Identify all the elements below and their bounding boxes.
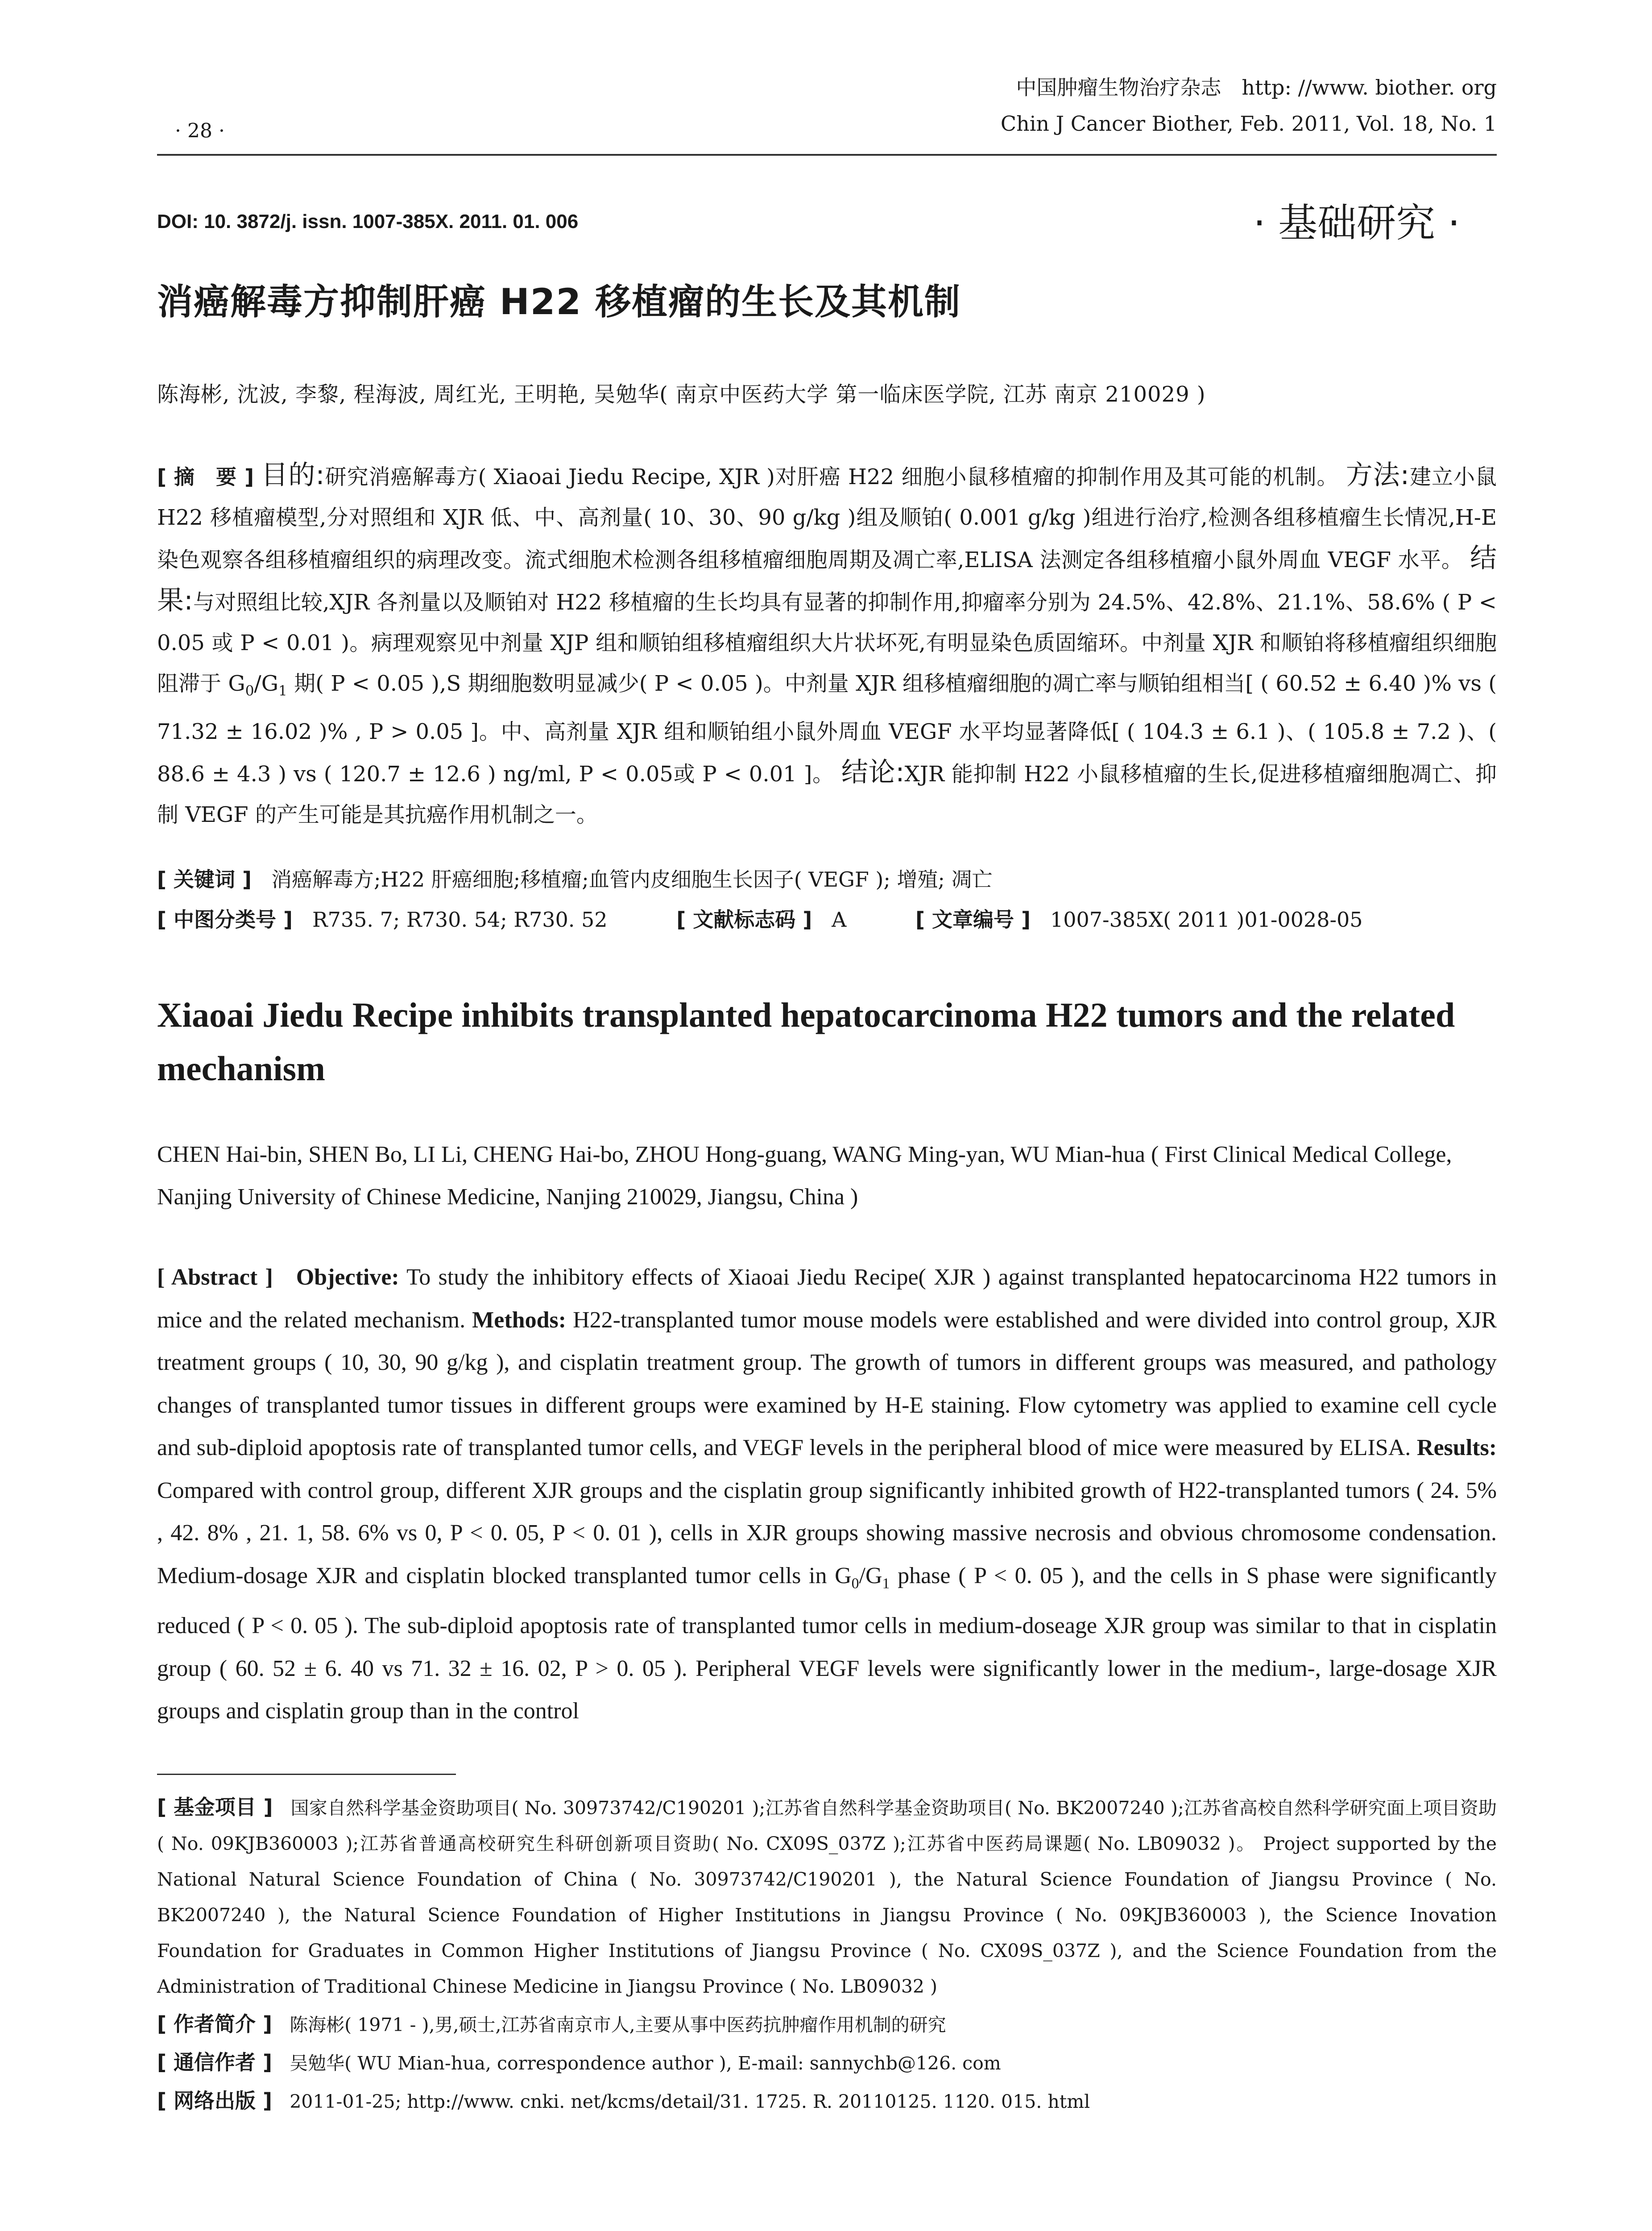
title-cn: 消癌解毒方抑制肝癌 H22 移植瘤的生长及其机制 <box>157 281 961 323</box>
doi: DOI: 10. 3872/j. issn. 1007-385X. 2011. 01. 006 <box>157 211 579 232</box>
clc-label: [ 中图分类号 ] <box>157 908 293 932</box>
results-cn-a: 与对照组比较,XJR 各剂量以及顺铂对 H22 移植瘤的生长均具有显著的抑制作用,抑瘤率分别为 24.5%、42.8%、21.1%、58.6% ( P < 0.05 或 P < 0.01 )。病理观察见中剂量 XJP 组和顺铂组移植瘤组织大片状坏死,有明显染色质固缩环。中剂量 XJR 和顺铂将移植瘤组织细胞阻滞于 G <box>157 590 1497 696</box>
methods-key-en: Methods: <box>472 1307 567 1333</box>
results-cn-b: 期( P < 0.05 ),S 期细胞数明显减少( P < 0.05 )。中剂量 XJR 组移植瘤细胞的凋亡率与顺铂组相当[ ( 60.52 ± 6.40 )% vs ( 71.32 ± 16.02 )% , P > 0.05 ]。中、高剂量 XJR 组和顺铂组小鼠外周血 VEGF 水平均显著降低[ ( 104.3 ± 6.1 )、( 105.8 ± 7.2 )、( 88.6 ± 4.3 ) vs ( 120.7 ± 12.6 ) ng/ml, P < 0.05或 P < 0.01 ]。 <box>157 671 1497 787</box>
methods-cn: 建立小鼠 H22 移植瘤模型,分对照组和 XJR 低、中、高剂量( 10、30、90 g/kg )组及顺铂( 0.001 g/kg )组进行治疗,检测各组移植瘤生长情况,H-E 染色观察各组移植瘤组织的病理改变。流式细胞术检测各组移植瘤细胞周期及凋亡率,ELISA 法测定各组移植瘤小鼠外周血 VEGF 水平。 <box>157 464 1497 572</box>
article-number-item <box>915 904 1363 933</box>
clc-value: R735. 7; R730. 54; R730. 52 <box>312 908 608 932</box>
results-en-a: Compared with control group, different XJR groups and the cisplatin group significantly inhibited growth of H22-transplanted tumors ( 24. 5% , 42. 8% , 21. 1, 58. 6% vs 0, P < 0. 05, P < 0. 01 ), cells in XJR groups showing massive necrosis and obvious chromosome condensation. Medium-dosage XJR and cisplatin blocked transplanted tumor cells in G <box>157 1477 1497 1588</box>
fund-label: [ 基金项目 ] <box>157 1795 273 1819</box>
methods-en: H22-transplanted tumor mouse models were established and were divided into control group, XJR treatment groups ( 10, 30, 90 g/kg ), and cisplatin treatment group. The growth of tumors in different groups was measured, and pathology changes of transplanted tumor tissues in different groups were examined by H-E staining. Flow cytometry was applied to examine cell cycle and sub-diploid apoptosis rate of transplanted tumor cells, and VEGF levels in the peripheral blood of mice were measured by ELISA. <box>157 1307 1497 1460</box>
footnote-rule <box>157 1774 456 1775</box>
journal-name-cn: 中国肿瘤生物治疗杂志 http: //www. biother. org <box>1016 75 1497 100</box>
article-number-label: [ 文章编号 ] <box>915 908 1031 932</box>
abstract-cn-label: [ 摘 要 ] <box>157 465 254 489</box>
fund-note <box>157 1789 1497 2004</box>
corresponding-label: [ 通信作者 ] <box>157 2050 273 2074</box>
objective-cn: 研究消癌解毒方( Xiaoai Jiedu Recipe, XJR )对肝癌 H22 细胞小鼠移植瘤的抑制作用及其可能的机制。 <box>324 464 1339 489</box>
corresponding-note <box>157 2044 1497 2081</box>
doc-code-value: A <box>832 908 847 932</box>
fund-cn: 国家自然科学基金资助项目( No. 30973742/C190201 );江苏省自然科学基金资助项目( No. BK2007240 );江苏省高校自然科学研究面上项目资助( No. 09KJB360003 );江苏省普通高校研究生科研创新项目资助( No. CX09S_037Z );江苏省中医药局课题( No. LB09032 )。 <box>157 1797 1497 1854</box>
results-key-cn: 结果: <box>157 543 1497 616</box>
abstract-cn <box>157 455 1497 835</box>
g1-subscript: 1 <box>278 683 287 699</box>
corresponding-author: 吴勉华( WU Mian-hua, correspondence author ), E-mail: sannychb@126. com <box>290 2053 1001 2074</box>
header-rule <box>157 154 1497 156</box>
keywords-label: [ 关键词 ] <box>157 867 252 892</box>
section-tag: · 基础研究 · <box>1253 200 1460 246</box>
keywords-cn <box>157 863 993 893</box>
author-bio: 陈海彬( 1971 - ),男,硕士,江苏省南京市人,主要从事中医药抗肿瘤作用机制的研究 <box>290 2014 946 2036</box>
abstract-en <box>157 1256 1497 1733</box>
g-slash-en: /G <box>859 1563 882 1588</box>
footnotes <box>157 1789 1497 2119</box>
doc-code-item <box>676 904 846 933</box>
conclusion-key-cn: 结论: <box>841 756 905 788</box>
authors-en: CHEN Hai-bin, SHEN Bo, LI Li, CHENG Hai-bo, ZHOU Hong-guang, WANG Ming-yan, WU Mian-hua ( First Clinical Medical College, Nanjing University of Chinese Medicine, Nanjing 210029, Jiangsu, China ) <box>157 1142 1452 1210</box>
journal-citation-en: Chin J Cancer Biother, Feb. 2011, Vol. 18, No. 1 <box>1000 112 1497 136</box>
authors-cn: 陈海彬, 沈波, 李黎, 程海波, 周红光, 王明艳, 吴勉华( 南京中医药大学 第一临床医学院, 江苏 南京 210029 ) <box>157 382 1206 407</box>
classification-line <box>157 904 1425 933</box>
g0-subscript: 0 <box>245 683 254 699</box>
results-en-b: phase ( P < 0. 05 ), and the cells in S phase were significantly reduced ( P < 0. 05 ). The sub-diploid apoptosis rate of transplanted tumor cells in medium-doseage XJR group was similar to that in cisplatin group ( 60. 52 ± 6. 40 vs 71. 32 ± 16. 02, P > 0. 05 ). Peripheral VEGF levels were significantly lower in the medium-, large-dosage XJR groups and cisplatin group than in the control <box>157 1563 1497 1724</box>
author-label: [ 作者简介 ] <box>157 2012 273 2036</box>
keywords-text: 消癌解毒方;H22 肝癌细胞;移植瘤;血管内皮细胞生长因子( VEGF ); 增殖; 凋亡 <box>271 867 993 892</box>
title-en: Xiaoai Jiedu Recipe inhibits transplanted hepatocarcinoma H22 tumors and the related mechanism <box>157 995 1455 1088</box>
online-note <box>157 2083 1497 2119</box>
abstract-en-label: [ Abstract ] <box>157 1265 273 1290</box>
fund-en: Project supported by the National Natural Science Foundation of China ( No. 30973742/C190201 ), the Natural Science Foundation of Jiangsu Province ( No. BK2007240 ), the Natural Science Foundation of Higher Institutions in Jiangsu Province ( No. 09KJB360003 ), the Science Inovation Foundation for Graduates in Common Higher Institutions of Jiangsu Province ( No. CX09S_037Z ), and the Science Foundation from the Administration of Traditional Chinese Medicine in Jiangsu Province ( No. LB09032 ) <box>157 1833 1497 1997</box>
results-key-en: Results: <box>1416 1435 1497 1460</box>
g0-subscript-en: 0 <box>851 1575 859 1592</box>
doc-code-label: [ 文献标志码 ] <box>676 908 812 932</box>
page-number: · 28 · <box>175 120 225 142</box>
author-note <box>157 2006 1497 2043</box>
online-link: 2011-01-25; http://www. cnki. net/kcms/detail/31. 1725. R. 20110125. 1120. 015. html <box>290 2091 1090 2112</box>
g-slash: /G <box>254 671 279 696</box>
objective-key-cn: 目的: <box>261 460 325 491</box>
article-number-value: 1007-385X( 2011 )01-0028-05 <box>1050 908 1363 932</box>
objective-key-en: Objective: <box>296 1265 399 1290</box>
objective-en: To study the inhibitory effects of Xiaoai Jiedu Recipe( XJR ) against transplanted hepatocarcinoma H22 tumors in mice and the related mechanism. <box>157 1265 1497 1333</box>
clc-item <box>157 904 608 933</box>
conclusion-cn: XJR 能抑制 H22 小鼠移植瘤的生长,促进移植瘤细胞凋亡、抑制 VEGF 的产生可能是其抗癌作用机制之一。 <box>157 761 1497 827</box>
methods-key-cn: 方法: <box>1346 460 1409 491</box>
g1-subscript-en: 1 <box>882 1575 890 1592</box>
online-label: [ 网络出版 ] <box>157 2089 273 2113</box>
